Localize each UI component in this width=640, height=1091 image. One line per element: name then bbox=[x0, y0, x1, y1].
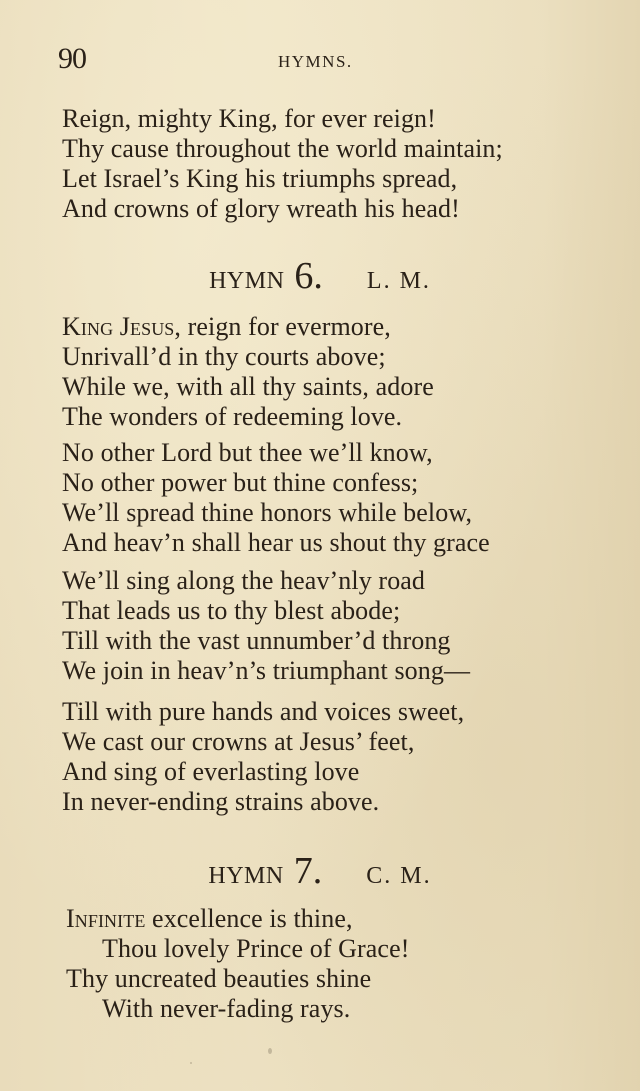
first-line-rest: excellence is thine, bbox=[145, 904, 353, 933]
first-line-rest: , reign for evermore, bbox=[174, 312, 391, 341]
verse-line: We’ll sing along the heav’nly road bbox=[62, 566, 426, 595]
verse-line-first bbox=[62, 312, 434, 342]
verse-line: We cast our crowns at Jesus’ feet, bbox=[62, 727, 415, 756]
hymn-7-heading bbox=[0, 849, 640, 893]
hymn-6-stanza-1 bbox=[62, 312, 434, 432]
hymn-number: 6. bbox=[294, 255, 323, 297]
verse-line: Till with the vast unnumber’d throng bbox=[62, 626, 451, 655]
verse-line: And sing of everlasting love bbox=[62, 757, 360, 786]
hymn-6-stanza-4 bbox=[62, 697, 464, 817]
verse-line-first bbox=[66, 904, 409, 934]
hymn-6-stanza-3 bbox=[62, 566, 470, 686]
verse-line: That leads us to thy blest abode; bbox=[62, 596, 401, 625]
running-title: HYMNS. bbox=[278, 52, 353, 71]
paper-speck bbox=[190, 1062, 192, 1064]
verse-line: Thou lovely Prince of Grace! bbox=[102, 934, 410, 963]
hymn-label: HYMN bbox=[209, 268, 285, 294]
paper-speck bbox=[268, 1048, 272, 1054]
verse-line: Till with pure hands and voices sweet, bbox=[62, 697, 465, 726]
verse-line: And heav’n shall hear us shout thy grace bbox=[62, 528, 490, 557]
hymn-7-stanza-1 bbox=[66, 904, 409, 1024]
small-caps-opening: Infinite bbox=[66, 904, 146, 933]
hymn-meter: L. M. bbox=[366, 268, 431, 294]
running-head bbox=[58, 40, 598, 80]
small-caps-opening: King Jesus bbox=[62, 312, 175, 341]
verse-line: The wonders of redeeming love. bbox=[62, 402, 403, 431]
hymn-meter: C. M. bbox=[366, 863, 432, 889]
verse-line: And crowns of glory wreath his head! bbox=[62, 194, 460, 223]
verse-line: No other Lord but thee we’ll know, bbox=[62, 438, 433, 467]
verse-line: While we, with all thy saints, adore bbox=[62, 372, 434, 401]
hymn-6-stanza-2 bbox=[62, 438, 490, 558]
verse-line: Thy uncreated beauties shine bbox=[66, 964, 372, 993]
verse-line: Let Israel’s King his triumphs spread, bbox=[62, 164, 458, 193]
verse-line: We join in heav’n’s triumphant song— bbox=[62, 656, 471, 685]
verse-line: In never-ending strains above. bbox=[62, 787, 380, 816]
hymn-6-heading bbox=[0, 254, 640, 298]
verse-line: Reign, mighty King, for ever reign! bbox=[62, 104, 436, 133]
hymn-number: 7. bbox=[293, 850, 323, 892]
verse-line: No other power but thine confess; bbox=[62, 468, 419, 497]
verse-line: Thy cause throughout the world maintain; bbox=[62, 134, 503, 163]
verse-line: With never-fading rays. bbox=[102, 994, 351, 1023]
verse-line: We’ll spread thine honors while below, bbox=[62, 498, 473, 527]
verse-line: Unrivall’d in thy courts above; bbox=[62, 342, 386, 371]
hymn-label: HYMN bbox=[208, 863, 284, 889]
page-number: 90 bbox=[58, 42, 86, 75]
continued-stanza bbox=[62, 104, 503, 224]
